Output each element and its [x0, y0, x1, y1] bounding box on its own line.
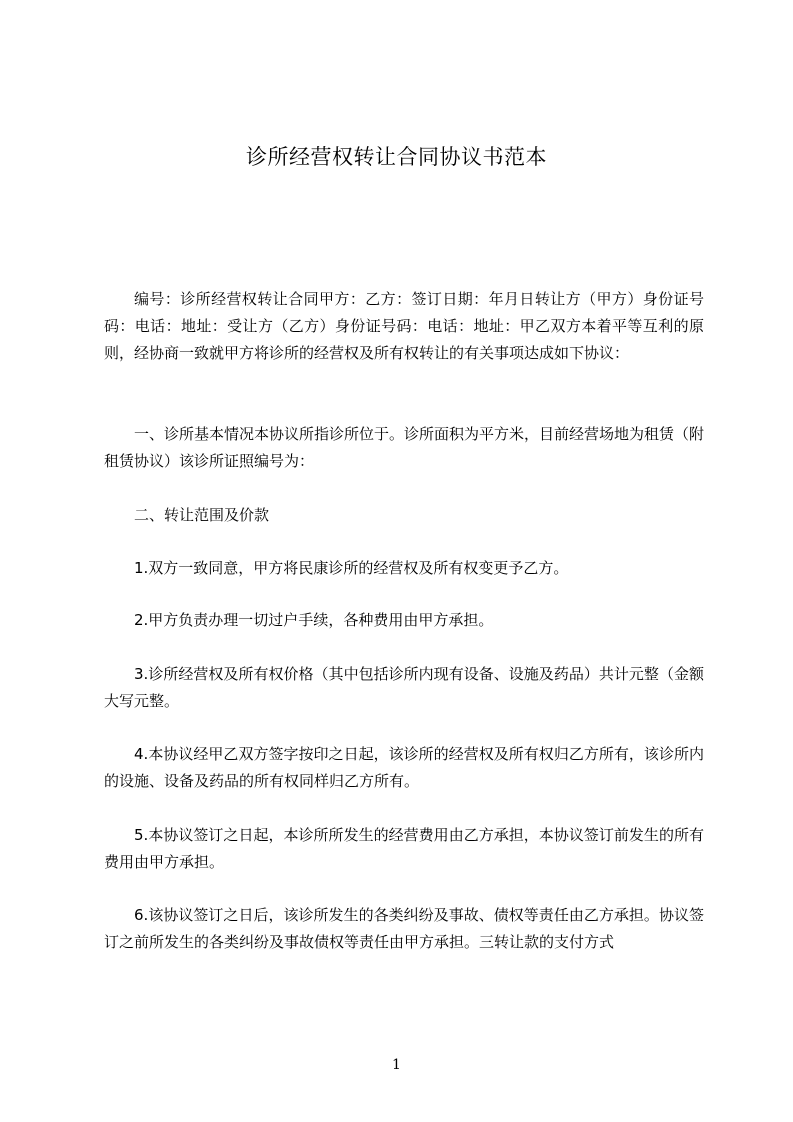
section-2-heading: 二、转让范围及价款: [134, 506, 270, 524]
clause-1: 1.双方一致同意，甲方将民康诊所的经营权及所有权变更予乙方。: [134, 559, 569, 577]
clause-2: 2.甲方负责办理一切过户手续，各种费用由甲方承担。: [134, 611, 494, 629]
clause-3: 3.诊所经营权及所有权价格（其中包括诊所内现有设备、设施及药品）共计元整（金额大写元整。: [104, 665, 704, 710]
section-1-paragraph: 一、诊所基本情况本协议所指诊所位于。诊所面积为平方米，目前经营场地为租赁（附租赁协议）该诊所证照编号为：: [104, 425, 705, 470]
document-title: 诊所经营权转让合同协议书范本: [246, 145, 547, 169]
intro-paragraph: 编号：诊所经营权转让合同甲方：乙方：签订日期：年月日转让方（甲方）身份证号码：电话：地址：受让方（乙方）身份证号码：电话：地址：甲乙双方本着平等互利的原则，经协商一致就甲方将诊所的经营权及所有权转让的有关事项达成如下协议：: [104, 290, 704, 362]
clause-6: 6.该协议签订之日后，该诊所发生的各类纠纷及事故、债权等责任由乙方承担。协议签订之前所发生的各类纠纷及事故债权等责任由甲方承担。三转让款的支付方式: [104, 906, 704, 951]
page-number: 1: [392, 1057, 401, 1073]
clause-4: 4.本协议经甲乙双方签字按印之日起，该诊所的经营权及所有权归乙方所有，该诊所内的设施、设备及药品的所有权同样归乙方所有。: [104, 745, 704, 790]
clause-5: 5.本协议签订之日起，本诊所所发生的经营费用由乙方承担，本协议签订前发生的所有费用由甲方承担。: [104, 826, 704, 871]
